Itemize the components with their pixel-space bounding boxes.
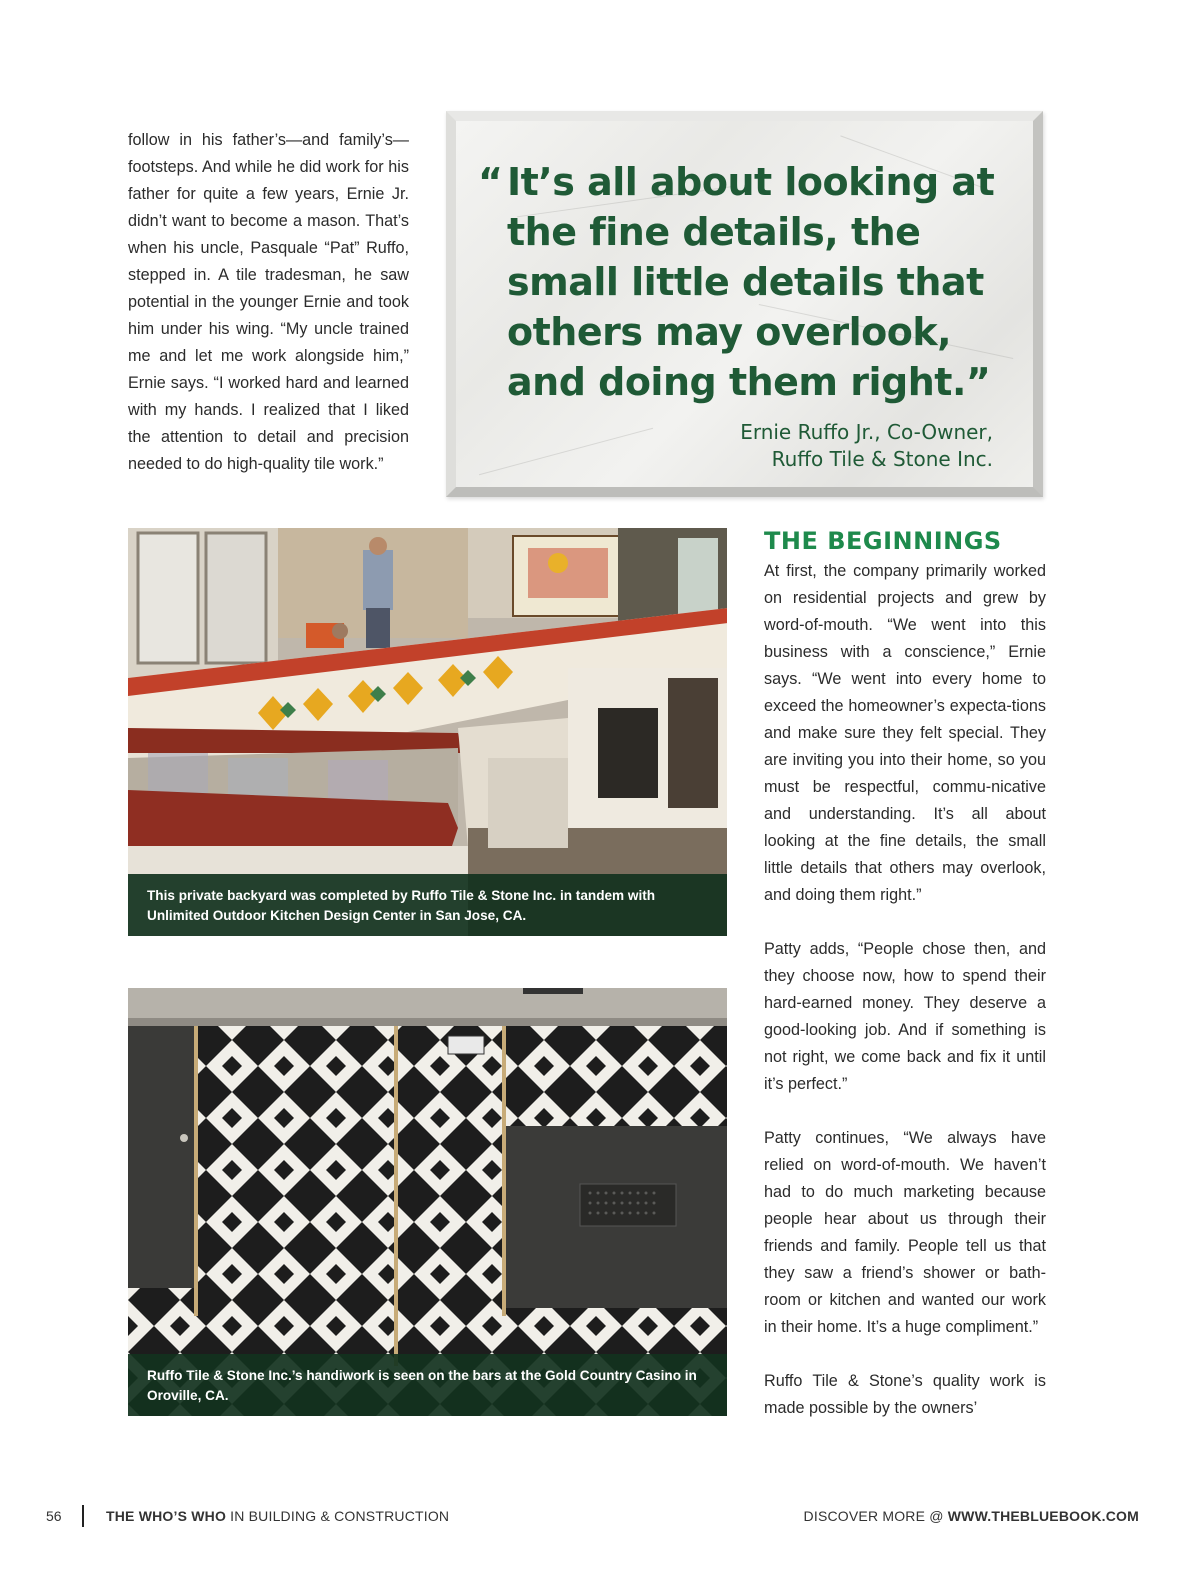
quote-body: It’s all about looking at the fine details, the small little details that others may overlook, and doing them right.” bbox=[507, 160, 995, 404]
backyard-kitchen-photo bbox=[128, 528, 727, 936]
discover-more bbox=[804, 1508, 1139, 1524]
publication-rest: IN BUILDING & CONSTRUCTION bbox=[226, 1508, 450, 1524]
herringbone-bar-image bbox=[128, 988, 727, 1416]
body-paragraph: Patty continues, “We always have relied on word-of-mouth. We haven’t had to do much marketing because people hear about us through their friends and family. People tell us that they saw a friend’s shower or bath-room or kitchen and wanted our work in their home. It’s a huge compliment.” bbox=[764, 1129, 1046, 1336]
publication-bold: THE WHO’S WHO bbox=[106, 1508, 227, 1524]
attribution-name: Ernie Ruffo Jr., Co-Owner, bbox=[740, 420, 993, 444]
casino-bar-photo bbox=[128, 988, 727, 1416]
pull-quote-box bbox=[446, 111, 1043, 497]
website-link[interactable]: WWW.THEBLUEBOOK.COM bbox=[947, 1508, 1139, 1524]
discover-prefix: DISCOVER MORE @ bbox=[803, 1508, 948, 1524]
page-footer bbox=[0, 1502, 1200, 1530]
pull-quote-text bbox=[478, 157, 1008, 407]
photo-caption: This private backyard was completed by Ruffo Tile & Stone Inc. in tandem with Unlimited Outdoor Kitchen Design Center in San Jose, CA. bbox=[128, 874, 727, 936]
intro-column bbox=[128, 127, 409, 478]
intro-paragraph: follow in his father’s—and family’s—footsteps. And while he did work for his father for quite a few years, Ernie Jr. didn’t want to become a mason. That’s when his uncle, Pasquale “Pat” Ruffo, stepped in. A tile tradesman, he saw potential in the younger Ernie and took him under his wing. “My uncle trained me and let me work alongside him,” Ernie says. “I worked hard and learned with my hands. I realized that I liked the attention to detail and precision needed to do high-quality tile work.” bbox=[128, 131, 409, 473]
footer-divider bbox=[82, 1505, 84, 1527]
right-column bbox=[764, 526, 1046, 1449]
page-number: 56 bbox=[46, 1508, 62, 1524]
quote-open-mark: “ bbox=[478, 160, 503, 204]
body-paragraph: Patty adds, “People chose then, and they choose now, how to spend their hard-earned money. They deserve a good-looking job. And if something is not right, we come back and fix it until it’s perfect.” bbox=[764, 940, 1046, 1093]
body-paragraph: Ruffo Tile & Stone’s quality work is made possible by the owners’ bbox=[764, 1372, 1046, 1417]
photo-caption: Ruffo Tile & Stone Inc.’s handiwork is seen on the bars at the Gold Country Casino in Oroville, CA. bbox=[128, 1354, 727, 1416]
publication-name bbox=[106, 1508, 449, 1524]
attribution-company: Ruffo Tile & Stone Inc. bbox=[771, 447, 993, 471]
section-heading: THE BEGINNINGS bbox=[764, 527, 1002, 555]
body-paragraph: At first, the company primarily worked on residential projects and grew by word-of-mouth. “We went into this business with a conscience,” Ernie says. “We went into every home to exceed the homeowner’s expecta-tions and make sure they felt special. They are inviting you into their home, so you must be respectful, commu-nicative and understanding. It’s all about looking at the fine details, the small little details that others may overlook, and doing them right.” bbox=[764, 562, 1046, 904]
pull-quote-attribution bbox=[740, 419, 993, 473]
